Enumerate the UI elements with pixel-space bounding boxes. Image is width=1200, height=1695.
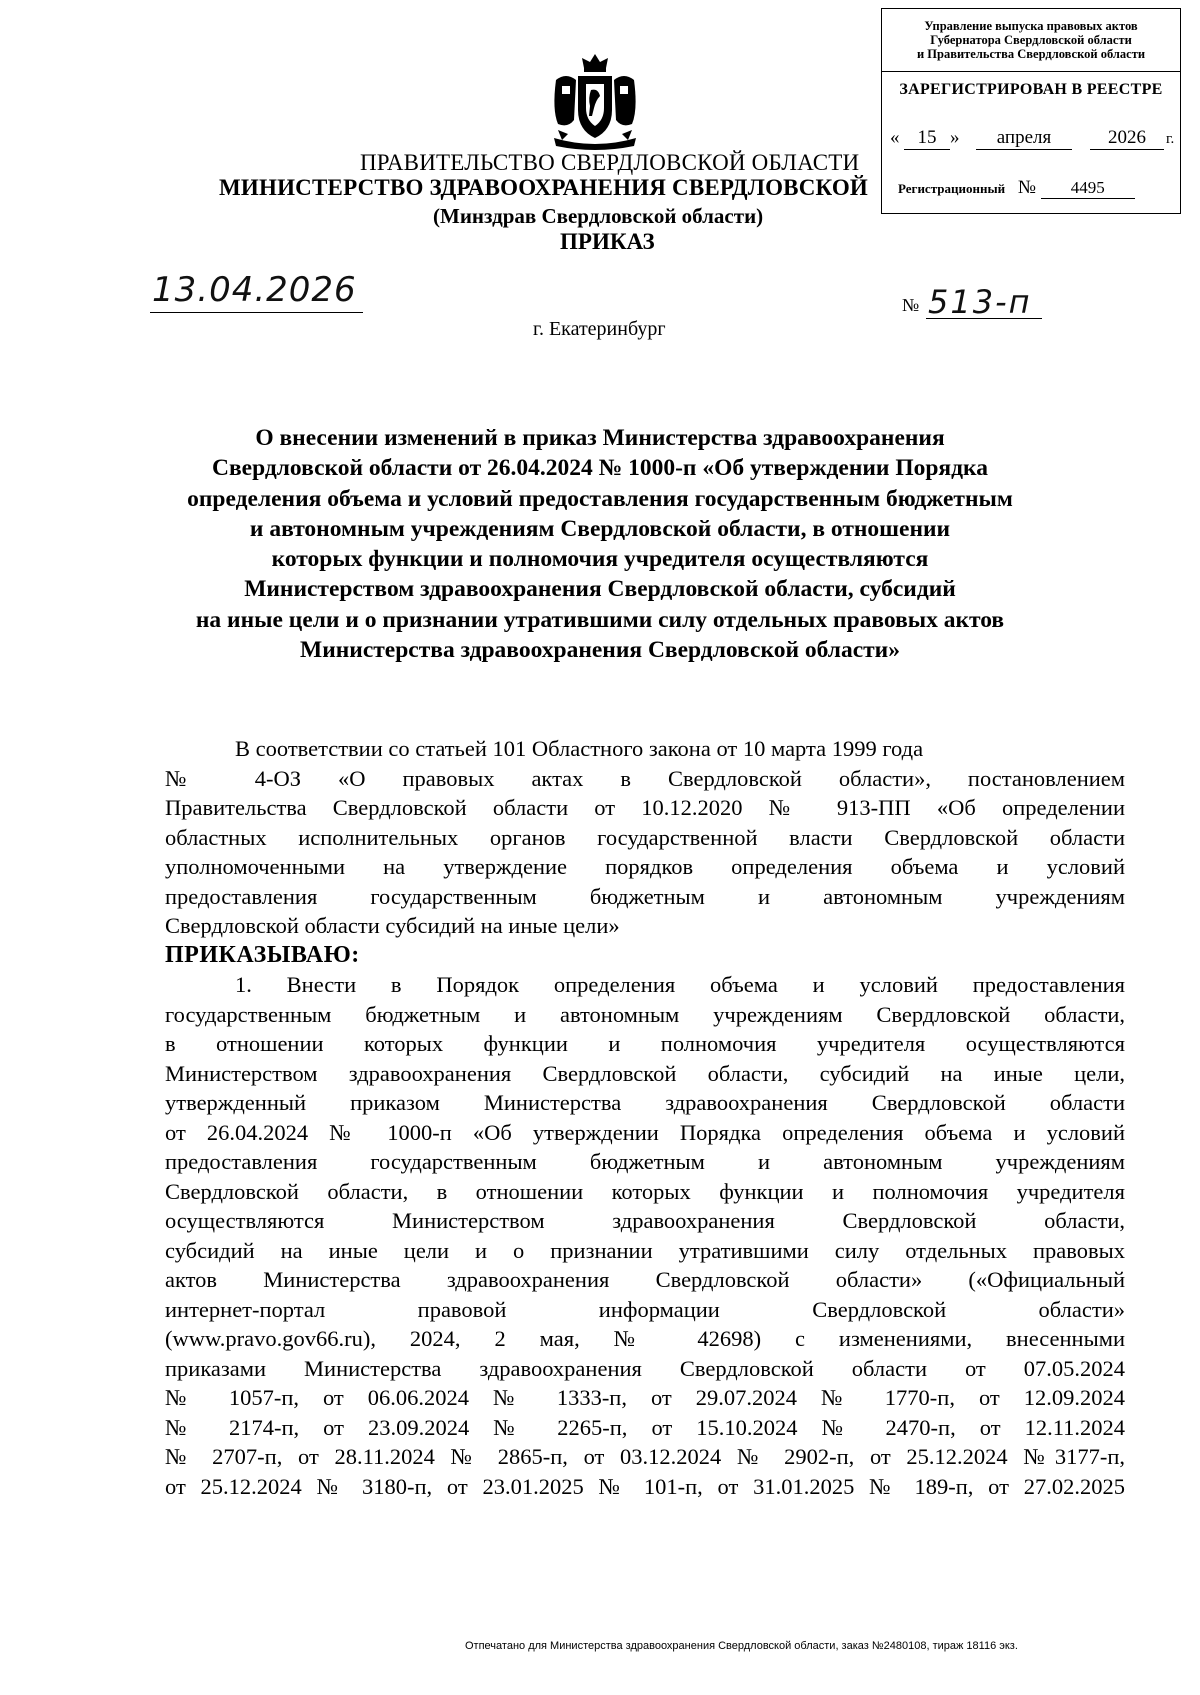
title-line: Свердловской области от 26.04.2024 № 1000-п «Об утверждении Порядка: [212, 455, 988, 482]
order-body: [165, 734, 1125, 1501]
title-line: на иные цели и о признании утратившими силу отдельных правовых актов: [195, 606, 1005, 633]
city: г. Екатеринбург: [533, 318, 666, 340]
stamp-year-suffix: г.: [1166, 131, 1175, 147]
order-directive: ПРИКАЗЫВАЮ:: [165, 941, 360, 968]
clause-line: от 25.12.2024 № 3180-п, от 23.01.2025 № 101-п, от 31.01.2025 № 189-п, от 27.02.2025: [165, 1473, 1125, 1499]
stamp-number-row: [898, 177, 1135, 199]
preamble-line: В соответствии со статьей 101 Областного закона от 10 марта 1999 года: [235, 736, 924, 761]
clause-line: субсидий на иные цели и о признании утратившими силу отдельных правовых: [165, 1237, 1125, 1263]
title-line: Министерством здравоохранения Свердловской области, субсидий: [244, 576, 956, 603]
stamp-year: 2026: [1108, 127, 1146, 148]
title-line: которых функции и полномочия учредителя осуществляются: [271, 546, 929, 573]
clause-line: № 2707-п, от 28.11.2024 № 2865-п, от 03.12.2024 № 2902-п, от 25.12.2024 №3177-п,: [165, 1444, 1125, 1469]
stamp-reg-label: Регистрационный: [898, 181, 1006, 196]
print-footer: Отпечатано для Министерства здравоохранения Свердловской области, заказ №2480108, тираж 18116 экз.: [465, 1640, 1018, 1652]
stamp-dept-line: Управление выпуска правовых актов: [924, 19, 1138, 33]
number-underline: [926, 318, 1042, 319]
stamp-num-sign: №: [1017, 177, 1036, 198]
preamble-line: Свердловской области субсидий на иные цели»: [165, 913, 620, 938]
clause-line: утвержденный приказом Министерства здравоохранения Свердловской области: [165, 1090, 1125, 1115]
clause-line: 1. Внести в Порядок определения объема и условий предоставления: [235, 972, 1125, 997]
clause-line: приказами Министерства здравоохранения Свердловской области от 07.05.2024: [165, 1355, 1125, 1381]
preamble-line: № 4-ОЗ «О правовых актах в Свердловской области», постановлением: [165, 765, 1125, 791]
clause-line: (www.pravo.gov66.ru), 2024, 2 мая, № 42698) с изменениями, внесенными: [165, 1326, 1125, 1351]
clause-line: Свердловской области, в отношении которых функции и полномочия учредителя: [165, 1178, 1125, 1204]
clause-line: Министерством здравоохранения Свердловской области, субсидий на иные цели,: [165, 1060, 1125, 1086]
clause-line: интернет-портал правовой информации Свердловской области»: [165, 1296, 1125, 1322]
handwritten-number: 513-п: [928, 283, 1032, 321]
registration-stamp: [881, 8, 1181, 214]
coat-of-arms-icon: [548, 50, 642, 152]
preamble-line: Правительства Свердловской области от 10.12.2020 № 913-ПП «Об определении: [165, 795, 1125, 820]
clause-line: в отношении которых функции и полномочия учредителя осуществляются: [165, 1031, 1125, 1056]
title-line: Министерства здравоохранения Свердловской области»: [300, 637, 900, 664]
stamp-dept-line: и Правительства Свердловской области: [916, 47, 1146, 61]
clause-line: № 2174-п, от 23.09.2024 № 2265-п, от 15.10.2024 № 2470-п, от 12.11.2024: [165, 1414, 1125, 1440]
clause-line: государственным бюджетным и автономным учреждениям Свердловской области,: [165, 1001, 1125, 1027]
ministry-name: МИНИСТЕРСТВО ЗДРАВООХРАНЕНИЯ СВЕРДЛОВСКОЙ: [219, 175, 868, 200]
stamp-reg-number: 4495: [1041, 178, 1135, 199]
number-sign: №: [902, 295, 920, 315]
stamp-department: [882, 9, 1180, 72]
clause-line: предоставления государственным бюджетным и автономным учреждениям: [165, 1149, 1125, 1174]
title-line: определения объема и условий предоставления государственным бюджетным: [187, 485, 1013, 512]
stamp-quote-close: »: [950, 127, 960, 148]
preamble-line: уполномоченными на утверждение порядков определения объема и условий: [165, 854, 1125, 879]
government-name: ПРАВИТЕЛЬСТВО СВЕРДЛОВСКОЙ ОБЛАСТИ: [360, 150, 860, 175]
stamp-registered-label: ЗАРЕГИСТРИРОВАН В РЕЕСТРЕ: [899, 81, 1163, 98]
stamp-day: 15: [917, 127, 937, 148]
clause-line: от 26.04.2024 № 1000-п «Об утверждении Порядка определения объема и условий: [165, 1119, 1125, 1145]
stamp-dept-line: Губернатора Свердловской области: [930, 33, 1132, 47]
stamp-quote-open: «: [890, 127, 900, 148]
clause-line: № 1057-п, от 06.06.2024 № 1333-п, от 29.07.2024 № 1770-п, от 12.09.2024: [165, 1385, 1125, 1410]
clause-line: актов Министерства здравоохранения Свердловской области» («Официальный: [165, 1267, 1125, 1292]
preamble-line: областных исполнительных органов государственной власти Свердловской области: [165, 824, 1125, 850]
title-line: О внесении изменений в приказ Министерства здравоохранения: [255, 425, 945, 451]
clause-line: осуществляются Министерством здравоохранения Свердловской области,: [165, 1208, 1125, 1233]
preamble-line: предоставления государственным бюджетным и автономным учреждениям: [165, 883, 1125, 909]
document-type: ПРИКАЗ: [560, 229, 655, 254]
title-line: и автономным учреждениям Свердловской области, в отношении: [249, 515, 951, 542]
handwritten-date: 13.04.2026: [152, 270, 357, 310]
stamp-month: апреля: [996, 127, 1052, 148]
ministry-short-name: (Минздрав Свердловской области): [433, 204, 764, 228]
date-underline: [150, 312, 363, 313]
order-title: [150, 423, 1050, 665]
